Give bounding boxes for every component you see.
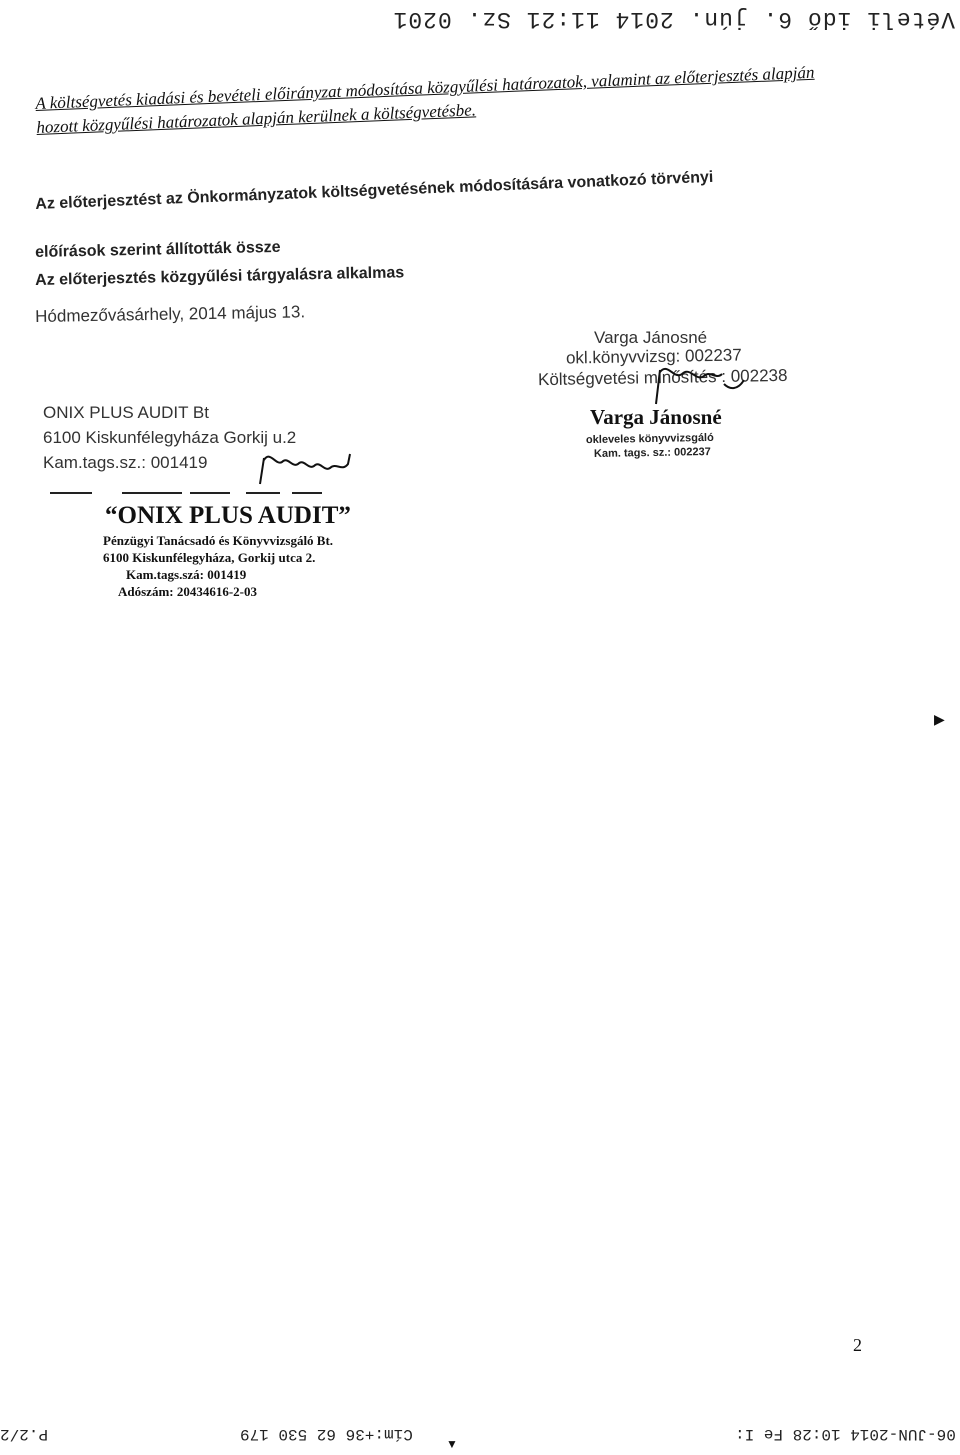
down-marker-icon: ▼ [446,1437,458,1451]
margin-marker: ▶ [934,713,945,728]
divider-dash [292,492,322,494]
firm-stamp-title: “ONIX PLUS AUDIT” [105,502,351,529]
firm-stamp-line-3: Kam.tags.szá: 001419 [126,567,247,582]
fax-header-top: Vételi idő 6. jún. 2014 11:21 Sz. 0201 [392,6,955,32]
intro-paragraph [35,60,826,140]
signature-person [650,360,750,410]
divider-dash [246,492,280,494]
statement-line-1: Az előterjesztést az Önkormányzatok költségvetésének módosítására vonatkozó törvényi [35,168,714,213]
person-budget-cert: Költségvetési minősítés : 002238 [537,365,788,390]
fax-footer-date: 06-JUN-2014 10:28 Fe I: [735,1425,956,1443]
person-stamp-title: okleveles könyvvizsgáló [585,431,714,447]
statement-line-3: Az előterjesztés közgyűlési tárgyalásra alkalmas [35,264,405,289]
divider-dash [122,492,182,494]
fax-footer-phone: Cím:+36 62 530 179 [240,1425,413,1443]
firm-address: 6100 Kiskunfélegyháza Gorkij u.2 [43,428,297,447]
statement-line-2: előírások szerint állították össze [35,238,281,261]
place-date: Hódmezővásárhely, 2014 május 13. [35,302,306,326]
divider-dash [50,492,92,494]
fax-footer-page: P.2/2 [0,1425,49,1443]
firm-chamber-no: Kam.tags.sz.: 001419 [43,453,208,472]
person-stamp-name: Varga Jánosné [590,405,722,429]
signature-firm [258,446,358,486]
person-stamp-chamber: Kam. tags. sz.: 002237 [593,445,711,461]
divider-dash [190,492,230,494]
firm-stamp-line-2: 6100 Kiskunfélegyháza, Gorkij utca 2. [103,550,316,565]
person-license: okl.könyvvizsg: 002237 [565,345,742,368]
page-number: 2 [853,1335,862,1355]
intro-text: A költségvetés kiadási és bevételi előirányzat módosítása közgyűlési határozatok, valamint az előterjesztés alapján hozott közgyűlési határozatok alapján kerülnek a költségvetésbe. [35,62,815,137]
firm-stamp-line-4: Adószám: 20434616-2-03 [118,584,258,599]
firm-stamp-line-1: Pénzügyi Tanácsadó és Könyvvizsgáló Bt. [103,533,334,548]
person-name: Varga Jánosné [594,328,708,347]
firm-name: ONIX PLUS AUDIT Bt [43,403,209,422]
